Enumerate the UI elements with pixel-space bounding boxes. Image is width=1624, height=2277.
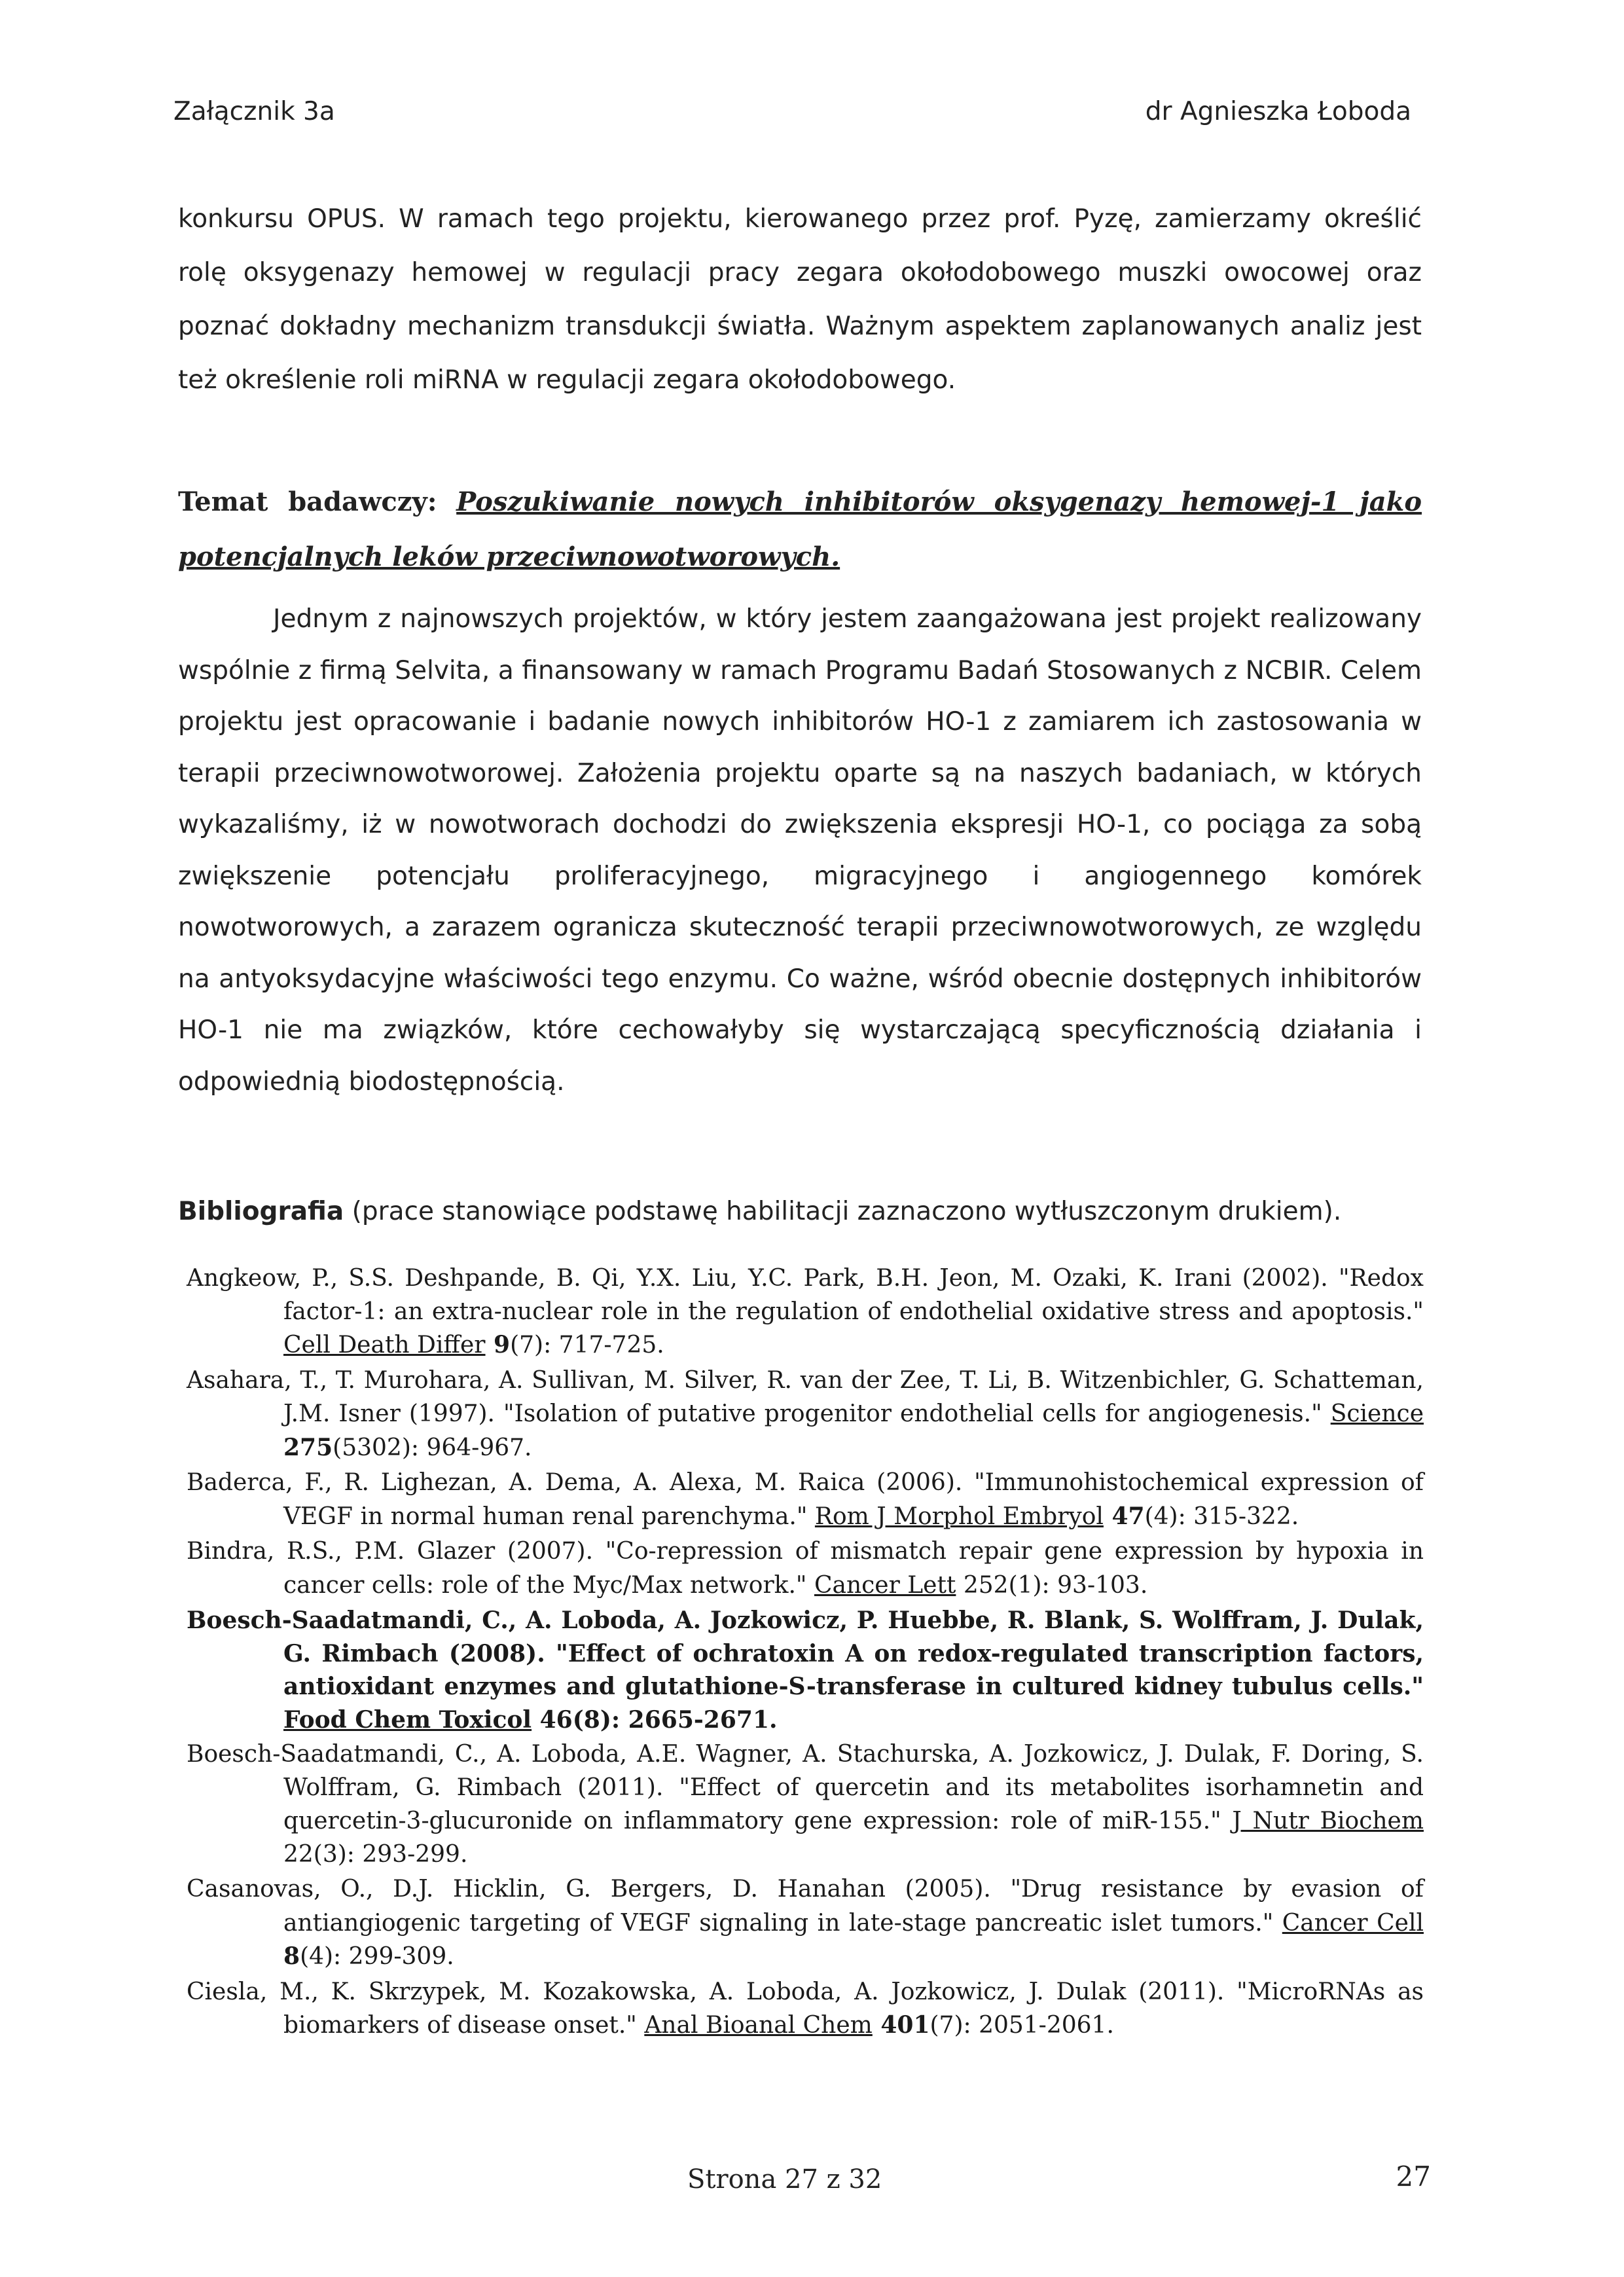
reference-volume: 275	[283, 1433, 333, 1461]
reference-pages: 22(3): 293-299.	[283, 1840, 468, 1868]
reference-journal: Anal Bioanal Chem	[644, 2012, 873, 2039]
reference-journal: Cancer Lett	[814, 1571, 956, 1599]
reference-item	[187, 1604, 1424, 1736]
bibliography-heading-rest: (prace stanowiące podstawę habilitacji zaznaczono wytłuszczonym drukiem).	[344, 1197, 1342, 1226]
reference-volume: 47	[1103, 1502, 1145, 1530]
reference-pages: 252(1): 93-103.	[956, 1571, 1148, 1599]
reference-item	[187, 1873, 1424, 1974]
reference-journal: Rom J Morphol Embryol	[814, 1503, 1104, 1530]
paragraph-selvita-project: Jednym z najnowszych projektów, w który jestem zaangażowana jest projekt realizowany wspólnie z firmą Selvita, a finansowany w ramach Programu Badań Stosowanych z NCBIR. Celem projektu jest opracowanie i badanie nowych inhibitorów HO-1 z zamiarem ich zastosowania w terapii przeciwnowotworowej. Założenia projektu oparte są na naszych badaniach, w których wykazaliśmy, iż w nowotworach dochodzi do zwiększenia ekspresji HO-1, co pociąga za sobą zwiększenie potencjału proliferacyjnego, migracyjnego i angiogennego komórek nowotworowych, a zarazem ogranicza skuteczność terapii przeciwnowotworowych, ze względu na antyoksydacyjne właściwości tego enzymu. Co ważne, wśród obecnie dostępnych inhibitorów HO-1 nie ma związków, które cechowałyby się wystarczającą specyficznością działania i odpowiednią biodostępnością.	[178, 604, 1422, 1097]
reference-text: Boesch-Saadatmandi, C., A. Loboda, A. Jozkowicz, P. Huebbe, R. Blank, S. Wolffram, J. Dulak, G. Rimbach (2008). "Effect of ochratoxin A on redox-regulated transcription factors, antioxidant enzymes and glutathione-S-transferase in cultured kidney tubulus cells."	[187, 1607, 1424, 1700]
reference-pages: (4): 299-309.	[300, 1943, 454, 1970]
reference-item	[187, 1976, 1424, 2043]
header-right: dr Agnieszka Łoboda	[1145, 97, 1411, 126]
page-number: 27	[1396, 2160, 1431, 2193]
reference-pages: (7): 2051-2061.	[929, 2012, 1114, 2039]
reference-item	[187, 1535, 1424, 1602]
reference-item	[187, 1262, 1424, 1362]
research-topic-title: Poszukiwanie nowych inhibitorów oksygenazy hemowej-1 jako potencjalnych leków przeciwnowotworowych.	[178, 486, 1422, 572]
research-topic-label: Temat badawczy:	[178, 486, 437, 517]
reference-journal: Cell Death Differ	[283, 1332, 486, 1358]
reference-text: Bindra, R.S., P.M. Glazer (2007). "Co-repression of mismatch repair gene expression by hypoxia in cancer cells: role of the Myc/Max network."	[187, 1538, 1424, 1599]
research-topic	[178, 475, 1422, 585]
reference-pages: (8): 2665-2671.	[572, 1705, 778, 1734]
reference-journal: Cancer Cell	[1282, 1909, 1424, 1937]
bibliography-heading	[178, 1197, 1422, 1226]
reference-journal: J Nutr Biochem	[1232, 1808, 1424, 1834]
reference-item	[187, 1738, 1424, 1871]
page-label: Strona 27 z 32	[687, 2164, 882, 2195]
reference-item	[187, 1364, 1424, 1465]
paragraph-opus: konkursu OPUS. W ramach tego projektu, kierowanego przez prof. Pyzę, zamierzamy określić rolę oksygenazy hemowej w regulacji pracy zegara okołodobowego muszki owocowej oraz poznać dokładny mechanizm transdukcji światła. Ważnym aspektem zaplanowanych analiz jest też określenie roli miRNA w regulacji zegara okołodobowego.	[178, 204, 1422, 395]
reference-text: Boesch-Saadatmandi, C., A. Loboda, A.E. Wagner, A. Stachurska, A. Jozkowicz, J. Dulak, F. Doring, S. Wolffram, G. Rimbach (2011). "Effect of quercetin and its metabolites isorhamnetin and quercetin-3-glucuronide on inflammatory gene expression: role of miR-155."	[187, 1741, 1424, 1834]
reference-text: Angkeow, P., S.S. Deshpande, B. Qi, Y.X. Liu, Y.C. Park, B.H. Jeon, M. Ozaki, K. Irani (2002). "Redox factor-1: an extra-nuclear role in the regulation of endothelial oxidative stress and apoptosis."	[187, 1265, 1424, 1325]
reference-pages: (5302): 964-967.	[333, 1434, 532, 1461]
reference-text: Baderca, F., R. Lighezan, A. Dema, A. Alexa, M. Raica (2006). "Immunohistochemical expression of VEGF in normal human renal parenchyma."	[187, 1469, 1424, 1530]
reference-text: Casanovas, O., D.J. Hicklin, G. Bergers, D. Hanahan (2005). "Drug resistance by evasion of antiangiogenic targeting of VEGF signaling in late-stage pancreatic islet tumors."	[187, 1876, 1424, 1937]
reference-volume: 9	[485, 1331, 511, 1358]
reference-text: Asahara, T., T. Murohara, A. Sullivan, M. Silver, R. van der Zee, T. Li, B. Witzenbichler, G. Schatteman, J.M. Isner (1997). "Isolation of putative progenitor endothelial cells for angiogenesis."	[187, 1366, 1424, 1427]
reference-pages: (4): 315-322.	[1144, 1503, 1299, 1530]
reference-pages: (7): 717-725.	[510, 1332, 664, 1358]
header-left: Załącznik 3a	[173, 97, 335, 126]
reference-volume: 401	[872, 2011, 930, 2039]
reference-item	[187, 1466, 1424, 1533]
reference-list	[187, 1262, 1424, 2045]
reference-text: Ciesla, M., K. Skrzypek, M. Kozakowska, A. Loboda, A. Jozkowicz, J. Dulak (2011). "MicroRNAs as biomarkers of disease onset."	[187, 1978, 1424, 2039]
reference-journal: Food Chem Toxicol	[283, 1705, 532, 1734]
bibliography-heading-bold: Bibliografia	[178, 1197, 344, 1226]
reference-volume: 8	[283, 1942, 300, 1970]
reference-journal: Science	[1330, 1400, 1424, 1427]
reference-volume: 46	[532, 1705, 573, 1734]
